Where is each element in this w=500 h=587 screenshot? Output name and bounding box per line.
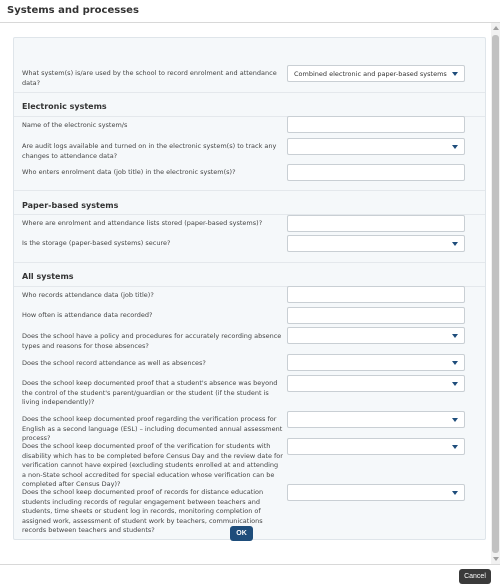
q-audit-logs-label: Are audit logs available and turned on in the electronic system(s) to track any changes to attendance data?	[22, 142, 277, 160]
record-both-select[interactable]	[287, 354, 465, 371]
chevron-down-icon	[452, 361, 458, 365]
ok-button[interactable]: OK	[230, 526, 253, 541]
divider	[14, 92, 485, 93]
q-proof-absence-label: Does the school keep documented proof that a student's absence was beyond the control of the student's parent/guardian or the student (if the student is living independently)?	[22, 379, 278, 406]
modal-body	[0, 23, 500, 564]
scrollbar-thumb[interactable]	[492, 35, 499, 553]
q-distance-ed-proof-label: Does the school keep documented proof of records for distance education students including records of regular engagement between teachers and students, time sheets or student log in records, monitoring completion of assigned work, assessment of student work by teachers, communications records between teachers and students?	[22, 488, 264, 534]
record-system-select[interactable]	[287, 65, 465, 82]
chevron-down-icon	[452, 72, 458, 76]
electronic-name-input[interactable]	[287, 116, 465, 133]
chevron-down-icon	[452, 445, 458, 449]
divider	[14, 190, 485, 191]
modal-header	[0, 0, 500, 23]
q-record-both-label: Does the school record attendance as well as absences?	[22, 359, 206, 367]
proof-absence-select[interactable]	[287, 375, 465, 392]
distance-ed-proof-select[interactable]	[287, 484, 465, 501]
lists-stored-input[interactable]	[287, 215, 465, 232]
cancel-button[interactable]: Cancel	[459, 569, 491, 584]
enrolment-enterer-input[interactable]	[287, 164, 465, 181]
chevron-down-icon	[452, 418, 458, 422]
paper-section-title: Paper-based systems	[22, 201, 119, 210]
q-absence-policy-label: Does the school have a policy and procedures for accurately recording absence types and reasons for those absences?	[22, 332, 282, 350]
chevron-down-icon	[452, 242, 458, 246]
disability-proof-select[interactable]	[287, 438, 465, 455]
q-record-system-label: What system(s) is/are used by the school to record enrolment and attendance data?	[22, 69, 277, 87]
vertical-scrollbar[interactable]	[491, 23, 500, 564]
chevron-down-icon	[452, 145, 458, 149]
storage-secure-select[interactable]	[287, 235, 465, 252]
absence-policy-select[interactable]	[287, 327, 465, 344]
record-system-value: Combined electronic and paper-based systems	[294, 70, 447, 78]
q-electronic-name-label: Name of the electronic system/s	[22, 121, 128, 129]
q-storage-secure-label: Is the storage (paper-based systems) secure?	[22, 239, 171, 247]
divider	[14, 262, 485, 263]
q-disability-proof-label: Does the school keep documented proof of the verification for students with disability which has to be completed before Census Day and the review date for verification cannot have expired (excluding students enrolled at and attending a non-State school accredited for special education whose verification can be completed after Census Day)?	[22, 442, 283, 488]
q-esl-proof-label: Does the school keep documented proof regarding the verification process for English as a second language (ESL) – including documented annual assessment process?	[22, 415, 283, 442]
how-often-input[interactable]	[287, 307, 465, 324]
scroll-down-arrow-icon[interactable]	[493, 557, 499, 561]
form-panel	[13, 37, 486, 540]
scroll-up-arrow-icon[interactable]	[493, 26, 499, 30]
all-section-title: All systems	[22, 272, 74, 281]
q-who-records-label: Who records attendance data (job title)?	[22, 291, 154, 299]
audit-logs-select[interactable]	[287, 138, 465, 155]
q-how-often-label: How often is attendance data recorded?	[22, 311, 153, 319]
q-lists-stored-label: Where are enrolment and attendance lists stored (paper-based systems)?	[22, 219, 263, 227]
modal-title: Systems and processes	[7, 5, 139, 16]
chevron-down-icon	[452, 382, 458, 386]
who-records-input[interactable]	[287, 286, 465, 303]
q-enrolment-enterer-label: Who enters enrolment data (job title) in the electronic system(s)?	[22, 168, 236, 176]
chevron-down-icon	[452, 334, 458, 338]
modal-footer	[0, 564, 500, 587]
esl-proof-select[interactable]	[287, 411, 465, 428]
electronic-section-title: Electronic systems	[22, 102, 107, 111]
chevron-down-icon	[452, 491, 458, 495]
